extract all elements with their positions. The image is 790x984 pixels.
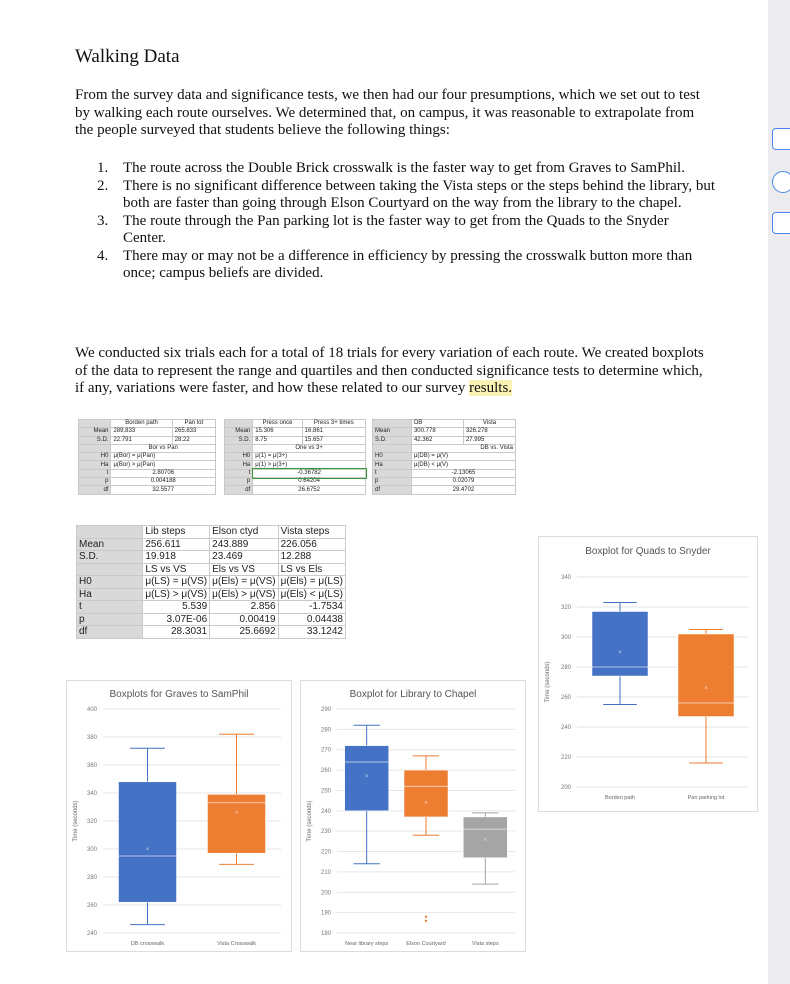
y-tick-label: 320 [560, 605, 571, 611]
y-tick-label: 240 [86, 931, 97, 937]
mean-marker: × [234, 810, 239, 817]
list-item: 3. The route through the Pan parking lot is the faster way to get from the Quads to the Snyder Center. [97, 212, 669, 246]
outlier-point [425, 916, 427, 918]
y-tick-label: 230 [320, 829, 331, 836]
chart-graves-to-samphil [66, 680, 292, 952]
y-tick-label: 220 [320, 849, 331, 856]
side-comment-icon[interactable] [772, 128, 790, 150]
mean-marker: × [704, 686, 708, 692]
outlier-point [425, 920, 427, 922]
y-axis-label: Time (seconds) [545, 661, 551, 703]
side-emoji-icon[interactable] [772, 171, 790, 193]
y-tick-label: 190 [320, 910, 331, 917]
x-category-label: Vista Crosswalk [216, 941, 257, 947]
y-tick-label: 250 [320, 788, 331, 795]
list-item: 2. There is no significant difference between taking the Vista steps or the steps behind the library, but both are faster than going through Elson Courtyard on the way from the library to the chapel. [97, 177, 715, 211]
y-tick-label: 290 [320, 707, 331, 713]
chart-title: Boxplot for Library to Chapel [349, 689, 477, 700]
y-axis-label: Time (seconds) [307, 800, 313, 842]
y-tick-label: 320 [86, 819, 97, 825]
intro-paragraph: From the survey data and significance tests, we then had our four presumptions, which we set out to test by walking each route ourselves. We determined that, on campus, it was reasonable to extrapolate from the people surveyed that students believe the following things: [75, 87, 700, 138]
y-tick-label: 360 [86, 763, 97, 769]
y-tick-label: 400 [86, 707, 97, 713]
y-tick-label: 300 [560, 635, 571, 641]
chart-title: Boxplots for Graves to SamPhil [109, 689, 249, 700]
y-tick-label: 260 [86, 903, 97, 909]
y-tick-label: 200 [320, 890, 331, 897]
box [678, 634, 734, 717]
box [592, 612, 648, 677]
box [119, 782, 177, 902]
table-db-vs-vista: DB Vista Mean 300.778 326.278 S.D. 42.362 27.995 DB vs. Vista H0 μ(DB) = μ(V) Ha μ(DB) < μ(V) t -2.13065 p 0.02079 df 29.4702 [372, 419, 516, 495]
box [404, 770, 448, 817]
mean-marker: × [364, 774, 369, 781]
y-tick-label: 260 [320, 768, 331, 775]
table-press-once-vs-3: Press once Press 3+ times Mean 15.306 16.861 S.D. 8.75 15.657 One vs 3+ H0 μ(1) = μ(3+) Ha μ(1) > μ(3+) t -0.36782 p 0.64204 df 26.6752 [224, 419, 366, 495]
y-tick-label: 240 [320, 808, 331, 815]
y-tick-label: 200 [560, 785, 571, 791]
chart-quads-to-snyder [538, 536, 758, 812]
chart-library-to-chapel [300, 680, 526, 952]
method-paragraph: We conducted six trials each for a total of 18 trials for every variation of each route. We created boxplots of the data to represent the range and quartiles and then conducted significance tests to determine which, if any, variations were faster, and how these related to our survey results. [75, 345, 704, 396]
table-borden-vs-pan: Borden path Pan lot Mean 289.833 265.833 S.D. 22.791 28.22 Bor vs Pan H0 μ(Bor) = μ(Pan) Ha μ(Bor) > μ(Pan) t 2.80706 p 0.004188 df 32.5577 [78, 419, 216, 495]
mean-marker: × [424, 800, 428, 807]
list-item: 4. There may or may not be a difference in efficiency by pressing the crosswalk button more than once; campus beliefs are divided. [97, 247, 693, 281]
y-tick-label: 280 [560, 665, 571, 671]
y-tick-label: 180 [320, 931, 331, 937]
x-category-label: Pan parking lot [687, 795, 725, 801]
y-tick-label: 340 [86, 791, 97, 797]
presumption-list [75, 160, 715, 283]
side-feedback-icon[interactable] [772, 212, 790, 234]
highlighted-word: results. [469, 380, 513, 396]
y-axis-label: Time (seconds) [73, 800, 79, 842]
y-tick-label: 240 [560, 725, 571, 731]
x-category-label: Vista steps [471, 941, 499, 947]
y-tick-label: 210 [320, 869, 331, 876]
x-category-label: Borden path [605, 795, 635, 801]
mean-marker: × [145, 847, 150, 853]
x-category-label: DB crosswalk [130, 941, 165, 947]
x-category-label: Near library steps [345, 941, 389, 947]
y-tick-label: 220 [560, 755, 571, 761]
y-tick-label: 300 [86, 847, 97, 853]
x-category-label: Elson Courtyard [406, 941, 446, 947]
y-tick-label: 260 [560, 695, 571, 701]
y-tick-label: 340 [560, 575, 571, 581]
y-tick-label: 280 [86, 875, 97, 881]
page-title: Walking Data [75, 46, 180, 67]
table-library-routes: Lib steps Elson ctyd Vista steps Mean 256.611 243.889 226.056 S.D. 19.918 23.469 12.288 LS vs VS Els vs VS LS vs Els H0 μ(LS) = μ(VS) μ(Els) = μ(VS) μ(Els) = μ(LS) Ha μ(LS) > μ(VS) μ(Els) > μ(VS) μ(Els) < μ(LS) t 5.539 2.856 -1.7534 p 3.07E-06 0.00419 0.04438 df 28.3031 25.6692 33.1242 [76, 525, 346, 639]
mean-marker: × [483, 837, 488, 844]
list-item: 1. The route across the Double Brick crosswalk is the faster way to get from Graves to SamPhil. [97, 160, 685, 176]
y-tick-label: 380 [86, 735, 97, 741]
mean-marker: × [618, 650, 622, 656]
chart-title: Boxplot for Quads to Snyder [585, 546, 711, 557]
y-tick-label: 280 [320, 727, 331, 734]
y-tick-label: 270 [320, 747, 331, 754]
